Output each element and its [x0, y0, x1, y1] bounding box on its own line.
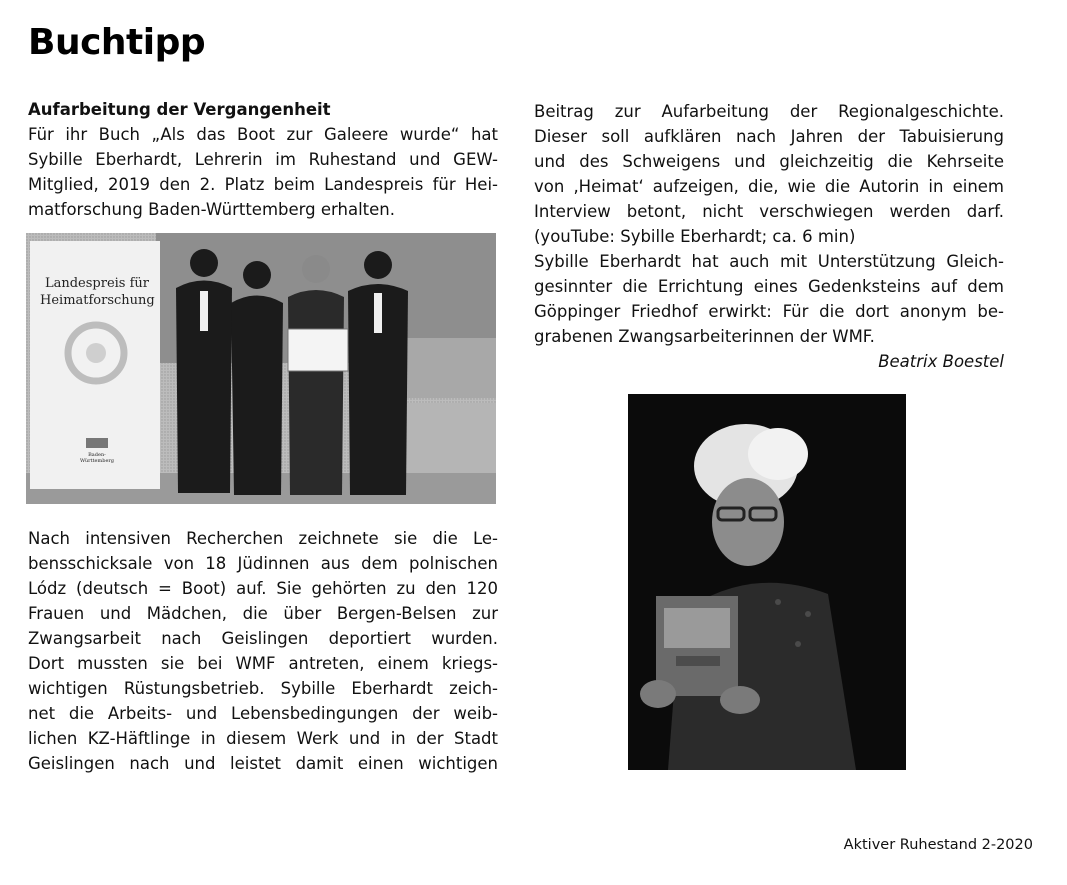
- page-footer: Aktiver Ruhestand 2-2020: [843, 837, 1033, 853]
- article-subheading: Aufarbeitung der Vergangenheit: [28, 100, 331, 119]
- body-line: lichen KZ-Häftlinge in diesem Werk und in der Stadt: [28, 729, 498, 748]
- award-ceremony-photo: [26, 233, 496, 504]
- banner-line: Heimatforschung: [40, 293, 155, 308]
- body-line: grabenen Zwangsarbeiterinnen der WMF.: [534, 327, 875, 346]
- banner-title: [40, 275, 154, 309]
- body-line: Dort mussten sie bei WMF antreten, einem kriegs-: [28, 654, 498, 673]
- body-line: Sybille Eberhardt hat auch mit Unterstützung Gleich-: [534, 252, 1004, 271]
- body-left: [28, 526, 498, 776]
- body-line: und des Schweigens und gleichzeitig die Kehrseite: [534, 152, 1004, 171]
- body-line: Geislingen nach und leistet damit einen wichtigen: [28, 754, 498, 773]
- banner-line: Landespreis für: [44, 276, 150, 291]
- intro-line: Mitglied, 2019 den 2. Platz beim Landespreis für Hei-: [28, 175, 498, 194]
- body-line: wichtigen Rüstungsbetrieb. Sybille Eberhardt zeich-: [28, 679, 498, 698]
- body-line: Interview betont, nicht verschwiegen werden darf.: [534, 202, 1004, 221]
- intro-block: [28, 97, 498, 222]
- body-line: Lódz (deutsch = Boot) auf. Sie gehörten zu den 120: [28, 579, 498, 598]
- intro-line: Für ihr Buch „Als das Boot zur Galeere wurde“ hat: [28, 125, 498, 144]
- portrait-image: [628, 394, 906, 770]
- body-line: bensschicksale von 18 Jüdinnen aus dem polnischen: [28, 554, 498, 573]
- portrait-photo: [628, 394, 906, 770]
- intro-line: Sybille Eberhardt, Lehrerin im Ruhestand und GEW-: [28, 150, 498, 169]
- body-line: Nach intensiven Recherchen zeichnete sie die Le-: [28, 529, 498, 548]
- page-title: Buchtipp: [28, 22, 206, 63]
- body-line: von ‚Heimat‘ aufzeigen, die, wie die Autorin in einem: [534, 177, 1004, 196]
- body-line: Beitrag zur Aufarbeitung der Regionalgeschichte.: [534, 102, 1004, 121]
- body-right: [534, 99, 1004, 374]
- body-line: net die Arbeits- und Lebensbedingungen der weib-: [28, 704, 498, 723]
- body-line: Dieser soll aufklären nach Jahren der Tabuisierung: [534, 127, 1004, 146]
- body-line: Göppinger Friedhof erwirkt: Für die dort anonym be-: [534, 302, 1004, 321]
- banner-logo-text: Baden-Württemberg: [79, 452, 115, 464]
- body-line: Zwangsarbeit nach Geislingen deportiert wurden.: [28, 629, 498, 648]
- body-line: gesinnter die Errichtung eines Gedenksteins auf dem: [534, 277, 1004, 296]
- body-line: Frauen und Mädchen, die über Bergen-Belsen zur: [28, 604, 498, 623]
- body-line: (youTube: Sybille Eberhardt; ca. 6 min): [534, 227, 856, 246]
- article-author: Beatrix Boestel: [878, 352, 1004, 371]
- intro-line: matforschung Baden-Württemberg erhalten.: [28, 200, 395, 219]
